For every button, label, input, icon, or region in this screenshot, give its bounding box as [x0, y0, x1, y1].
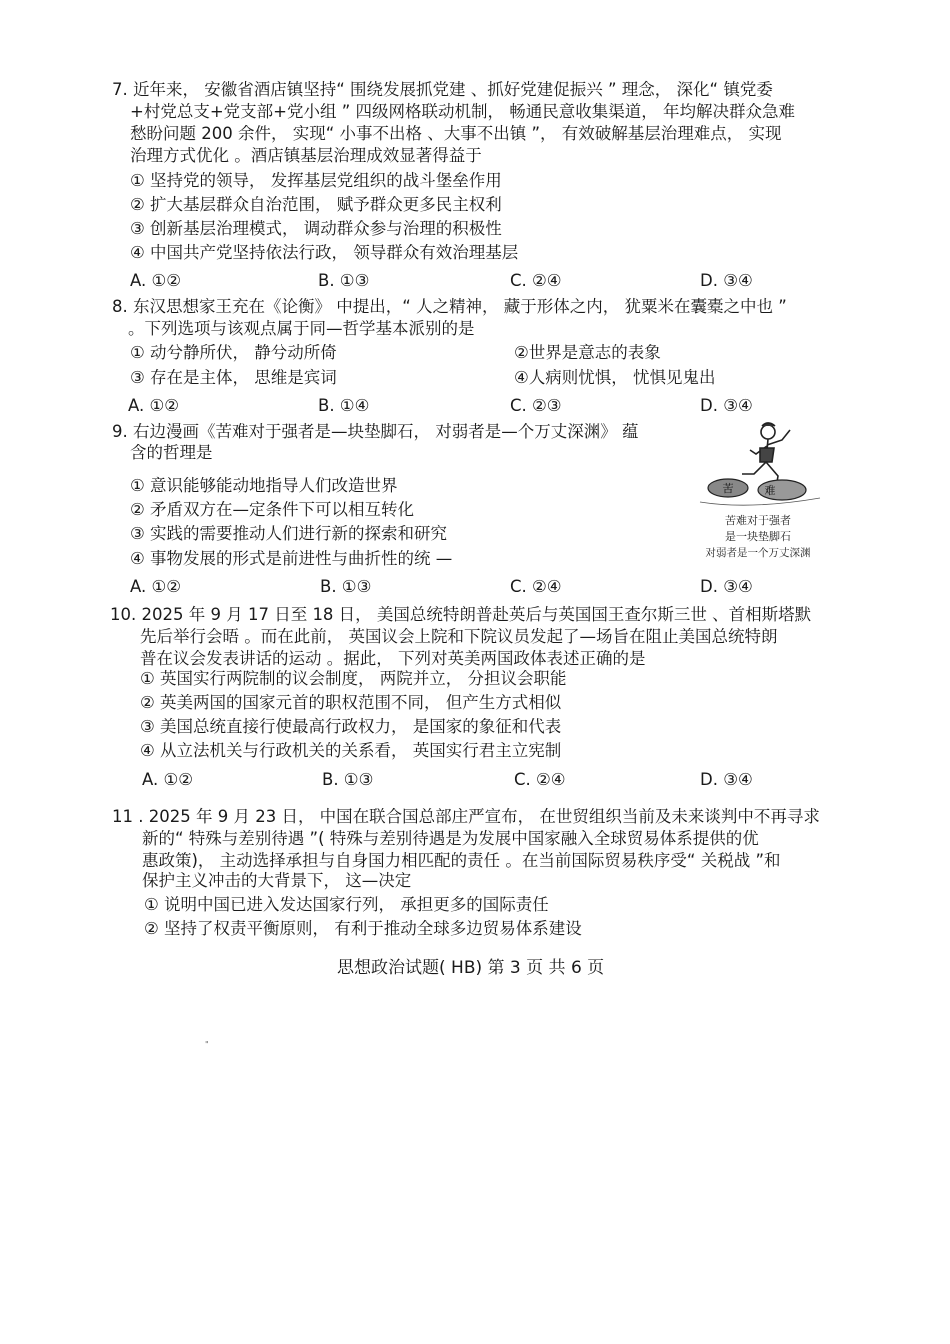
q8-item-4: ④人病则忧惧， 忧惧见鬼出: [514, 368, 716, 387]
q10-item-1: ① 英国实行两院制的议会制度， 两院并立， 分担议会职能: [140, 669, 567, 688]
q11-item-1: ① 说明中国已进入发达国家行列， 承担更多的国际责任: [144, 895, 549, 914]
q9-option-c: C. ②④: [510, 577, 562, 596]
q9-item-4: ④ 事物发展的形式是前进性与曲折性的统 —: [130, 549, 453, 568]
q8-option-d: D. ③④: [700, 396, 753, 415]
stone-right: [758, 480, 806, 500]
q9-stem-line-1: 9. 右边漫画《苦难对于强者是—块垫脚石， 对弱者是—个万丈深渊》 蕴: [112, 422, 639, 441]
q7-option-a: A. ①②: [130, 271, 182, 290]
stone-left-label: 苦: [722, 482, 734, 495]
q7-stem-line-2: +村党总支+党支部+党小组 ” 四级网格联动机制， 畅通民意收集渠道， 年均解决群众急难: [130, 102, 796, 121]
q7-stem-line-4: 治理方式优化 。酒店镇基层治理成效显著得益于: [130, 146, 482, 165]
q8-item-2: ②世界是意志的表象: [514, 343, 661, 362]
q8-stem-line-2: 。下列选项与该观点属于同—哲学基本派别的是: [128, 319, 475, 338]
q7-item-1: ① 坚持党的领导， 发挥基层党组织的战斗堡垒作用: [130, 171, 502, 190]
q11-stem-line-2: 新的“ 特殊与差别待遇 ”( 特殊与差别待遇是为发展中国家融入全球贸易体系提供的优: [142, 829, 759, 848]
q8-item-3: ③ 存在是主体， 思维是宾词: [130, 368, 337, 387]
q10-stem-line-3: 普在议会发表讲话的运动 。据此， 下列对英美两国政体表述正确的是: [140, 649, 646, 668]
q11-stem-line-4: 保护主义冲击的大背景下， 这—决定: [142, 871, 412, 890]
q9-option-a: A. ①②: [130, 577, 182, 596]
q9-item-2: ② 矛盾双方在—定条件下可以相互转化: [130, 500, 415, 519]
ground-line: [700, 498, 820, 505]
q11-item-2: ② 坚持了权责平衡原则， 有利于推动全球多边贸易体系建设: [144, 919, 582, 938]
q8-stem-line-1: 8. 东汉思想家王充在《论衡》 中提出，“ 人之精神， 藏于形体之内， 犹粟米在囊橐之中也 ”: [112, 297, 787, 316]
q8-option-a: A. ①②: [128, 396, 180, 415]
q10-option-b: B. ①③: [322, 770, 374, 789]
q8-option-b: B. ①④: [318, 396, 370, 415]
stone-right-label: 难: [764, 484, 776, 497]
q9-item-1: ① 意识能够能动地指导人们改造世界: [130, 476, 398, 495]
stray-mark: ": [205, 1040, 209, 1049]
stepping-figure: [742, 423, 790, 488]
q10-item-2: ② 英美两国的国家元首的职权范围不同， 但产生方式相似: [140, 693, 562, 712]
q7-stem-line-3: 愁盼问题 200 余件， 实现“ 小事不出格 、大事不出镇 ”， 有效破解基层治理难点， 实现: [130, 124, 782, 143]
q10-stem-line-1: 10. 2025 年 9 月 17 日至 18 日， 美国总统特朗普赴英后与英国国王查尔斯三世 、首相斯塔默: [110, 605, 812, 624]
q10-option-a: A. ①②: [142, 770, 194, 789]
q10-stem-line-2: 先后举行会晤 。而在此前， 英国议会上院和下院议员发起了—场旨在阻止美国总统特朗: [140, 627, 778, 646]
cartoon-illustration: [690, 418, 830, 568]
q10-option-c: C. ②④: [514, 770, 566, 789]
q7-item-2: ② 扩大基层群众自治范围， 赋予群众更多民主权利: [130, 195, 502, 214]
q11-stem-line-3: 惠政策)， 主动选择承担与自身国力相匹配的责任 。在当前国际贸易秩序受“ 关税战 ”和: [142, 851, 781, 870]
q7-stem-line-1: 7. 近年来， 安徽省酒店镇坚持“ 围绕发展抓党建 、抓好党建促振兴 ” 理念， 深化“ 镇党委: [112, 80, 773, 99]
q10-option-d: D. ③④: [700, 770, 753, 789]
q7-option-d: D. ③④: [700, 271, 753, 290]
q9-stem-line-2: 含的哲理是: [130, 443, 213, 462]
q10-item-4: ④ 从立法机关与行政机关的关系看， 英国实行君主立宪制: [140, 741, 562, 760]
q7-option-c: C. ②④: [510, 271, 562, 290]
cartoon-caption-line-3: 对弱者是一个万丈深渊: [705, 547, 811, 559]
cartoon-caption-line-2: 是一块垫脚石: [725, 530, 791, 543]
q9-option-d: D. ③④: [700, 577, 753, 596]
q7-item-3: ③ 创新基层治理模式， 调动群众参与治理的积极性: [130, 219, 502, 238]
cartoon-caption-line-1: 苦难对于强者: [725, 514, 791, 527]
q8-item-1: ① 动兮静所伏， 静兮动所倚: [130, 343, 337, 362]
q7-item-4: ④ 中国共产党坚持依法行政， 领导群众有效治理基层: [130, 243, 519, 262]
q8-option-c: C. ②③: [510, 396, 562, 415]
q10-item-3: ③ 美国总统直接行使最高行政权力， 是国家的象征和代表: [140, 717, 562, 736]
q9-item-3: ③ 实践的需要推动人们进行新的探索和研究: [130, 524, 448, 543]
q7-option-b: B. ①③: [318, 271, 370, 290]
stone-left: [708, 479, 748, 497]
q11-stem-line-1: 11 . 2025 年 9 月 23 日， 中国在联合国总部庄严宣布， 在世贸组织当前及未来谈判中不再寻求: [112, 807, 820, 826]
q9-option-b: B. ①③: [320, 577, 372, 596]
page-footer: 思想政治试题( HB) 第 3 页 共 6 页: [337, 958, 605, 978]
